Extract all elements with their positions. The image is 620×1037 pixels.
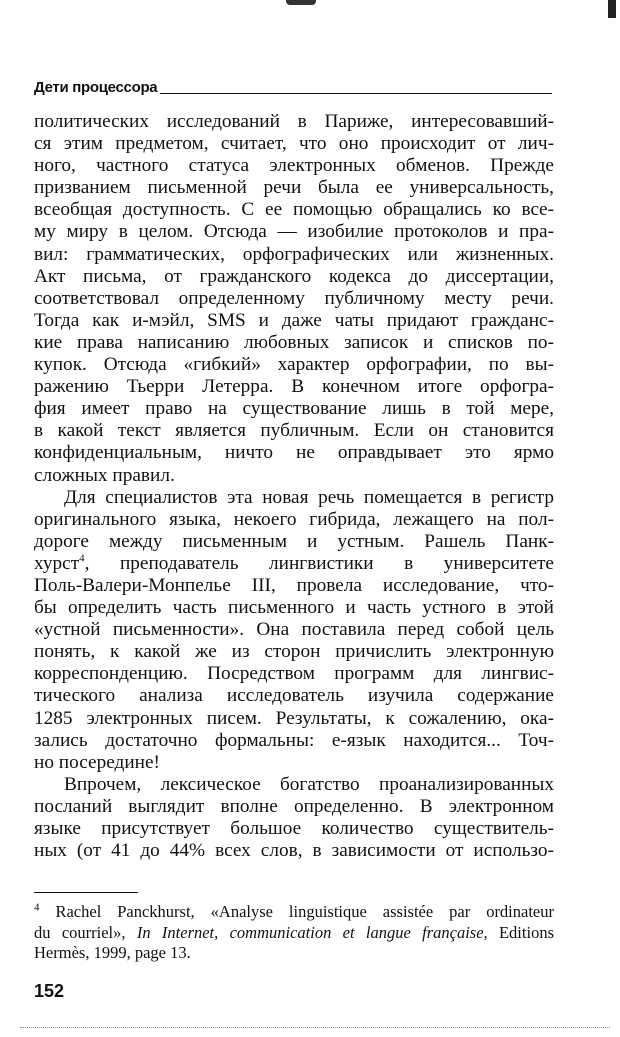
footnote-separator (34, 892, 138, 893)
top-scan-mark (286, 0, 316, 5)
text-line: Акт письма, от гражданского кодекса до диссертации, (34, 265, 554, 287)
text-line: кие права написанию любовных записок и списков по- (34, 331, 554, 353)
footnote-number: 4 (34, 901, 40, 914)
text-fragment: хурст (34, 552, 80, 574)
footnote-text: Rachel Panckhurst, «Analyse linguistique assistée par ordinateur (55, 902, 554, 921)
text-line: сложных правил. (34, 464, 175, 486)
text-line: купок. Отсюда «гибкий» характер орфографии, по вы- (34, 354, 554, 376)
text-line: вил: грамматических, орфографических или жизненных. (34, 243, 554, 265)
footnote-line (34, 923, 554, 944)
text-line: 1285 электронных писем. Результаты, к сожалению, ока- (34, 707, 554, 729)
text-line: посланий выглядит вполне определенно. В электронном (34, 795, 554, 817)
text-line: Поль-Валери-Монпелье III, провела исследование, что- (34, 574, 554, 596)
text-line: ражению Тьерри Летерра. В конечном итоге орфогра- (34, 376, 554, 398)
text-line: Впрочем, лексическое богатство проанализированных (64, 773, 554, 795)
text-line: бы определить часть письменного и часть устного в этой (34, 597, 554, 619)
text-line: дороге между письменным и устным. Рашель Панк- (34, 530, 554, 552)
text-line: в какой текст является публичным. Если он становится (34, 420, 554, 442)
footnote-line (34, 902, 554, 923)
text-line: му миру в целом. Отсюда — изобилие протоколов и пра- (34, 221, 554, 243)
text-line: понять, к какой же из сторон причислить электронную (34, 641, 554, 663)
text-line: Тогда как и-мэйл, SMS и даже чаты придают гражданс- (34, 309, 554, 331)
text-line: фия имеет право на существование лишь в той мере, (34, 398, 554, 420)
running-header-title: Дети процессора (34, 79, 158, 96)
corner-scan-mark (608, 0, 616, 18)
text-line: призванием письменной речи была ее универсальность, (34, 177, 554, 199)
text-line: соответствовал определенному публичному месту речи. (34, 287, 554, 309)
text-line: корреспонденцию. Посредством программ для лингвис- (34, 663, 554, 685)
page-number: 152 (34, 981, 65, 1001)
footnote-italic-title: In Internet, communication et langue française, (136, 922, 488, 942)
text-line: зались достаточно формальны: е-язык находится... Точ- (34, 729, 554, 751)
text-line: всеобщая доступность. С ее помощью обращались ко всe- (34, 199, 554, 221)
text-line: политических исследований в Париже, интересовавший- (34, 111, 554, 132)
footnote-ref[interactable]: 4 (79, 552, 85, 565)
body-text (34, 111, 554, 862)
text-line: конфиденциальным, ничто не оправдывает это ярмо (34, 442, 554, 464)
footnote-text: du courriel», (34, 922, 137, 942)
text-line: ся этим предметом, считает, что оно происходит от лич- (34, 133, 554, 155)
text-line: Для специалистов эта новая речь помещается в регистр (64, 486, 554, 508)
text-line: тического анализа исследователь изучила содержание (34, 685, 554, 707)
footnote-line: Hermès, 1999, page 13. (34, 943, 191, 963)
footnote-text: Editions (487, 922, 554, 942)
text-line: «устной письменности». Она поставила перед собой цель (34, 619, 554, 641)
text-line: языке присутствует большое количество существитель- (34, 818, 554, 839)
text-line: ных (от 41 до 44% всех слов, в зависимости от использо- (34, 840, 554, 862)
text-line: ного, частного статуса электронных обменов. Прежде (34, 155, 554, 177)
text-line-with-footnote-ref (34, 553, 554, 575)
header-rule (160, 93, 552, 94)
text-fragment: , преподаватель лингвистики в университете (84, 552, 554, 574)
text-line: но посередине! (34, 751, 160, 773)
text-line: оригинального языка, некоего гибрида, лежащего на пол- (34, 508, 554, 530)
footnote (34, 902, 554, 964)
running-header (34, 76, 552, 96)
scan-bottom-edge (20, 1027, 610, 1030)
